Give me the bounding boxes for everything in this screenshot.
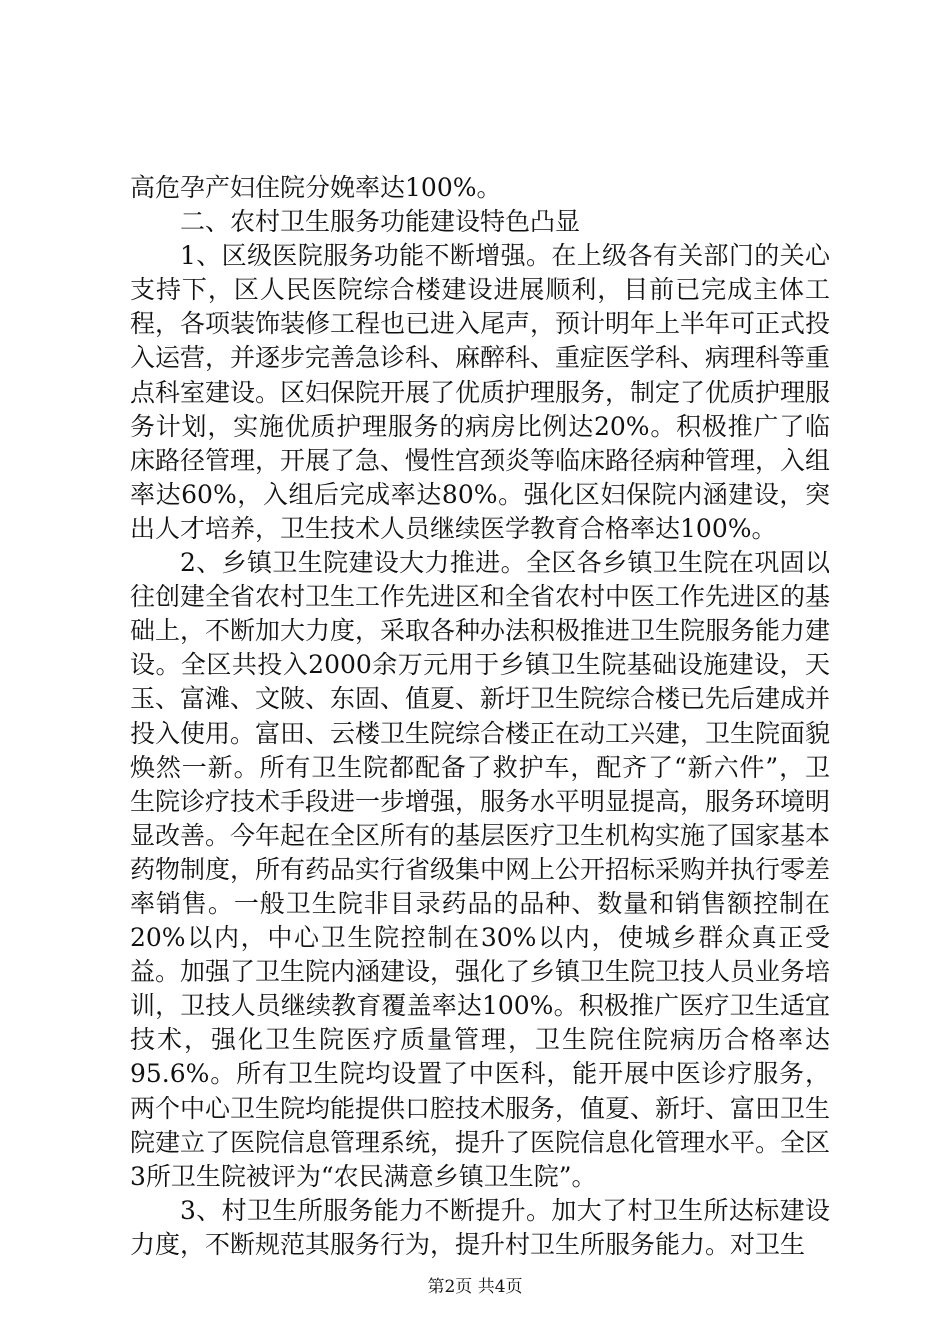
paragraph-3: 3、村卫生所服务能力不断提升。加大了村卫生所达标建设力度，不断规范其服务行为，提升村卫生所服务能力。对卫生 xyxy=(130,1195,830,1259)
paragraph-0: 高危孕产妇住院分娩率达100%。 xyxy=(130,173,502,202)
section-heading: 二、农村卫生服务功能建设特色凸显 xyxy=(180,207,581,237)
paragraph-1: 1、区级医院服务功能不断增强。在上级各有关部门的关心支持下，区人民医院综合楼建设进展顺利，目前已完成主体工程，各项装饰装修工程也已进入尾声，预计明年上半年可正式投入运营，并逐步完善急诊科、麻醉科、重症医学科、病理科等重点科室建设。区妇保院开展了优质护理服务，制定了优质护理服务计划，实施优质护理服务的病房比例达20%。积极推广了临床路径管理，开展了急、慢性宫颈炎等临床路径病种管理，入组率达60%，入组后完成率达80%。强化区妇保院内涵建设，突出人才培养，卫生技术人员继续医学教育合格率达100%。 xyxy=(130,241,831,543)
page-footer: 第2页 共4页 xyxy=(427,1277,523,1297)
document-body xyxy=(130,171,830,1262)
paragraph-2: 2、乡镇卫生院建设大力推进。全区各乡镇卫生院在巩固以往创建全省农村卫生工作先进区和全省农村中医工作先进区的基础上，不断加大力度，采取各种办法积极推进卫生院服务能力建设。全区共投入2000余万元用于乡镇卫生院基础设施建设，天玉、富滩、文陂、东固、值夏、新圩卫生院综合楼已先后建成并投入使用。富田、云楼卫生院综合楼正在动工兴建，卫生院面貌焕然一新。所有卫生院都配备了救护车，配齐了“新六件”，卫生院诊疗技术手段进一步增强，服务水平明显提高，服务环境明显改善。今年起在全区所有的基层医疗卫生机构实施了国家基本药物制度，所有药品实行省级集中网上公开招标采购并执行零差率销售。一般卫生院非目录药品的品种、数量和销售额控制在20%以内，中心卫生院控制在30%以内，使城乡群众真正受益。加强了卫生院内涵建设，强化了乡镇卫生院卫技人员业务培训，卫技人员继续教育覆盖率达100%。积极推广医疗卫生适宜技术，强化卫生院医疗质量管理，卫生院住院病历合格率达95.6%。所有卫生院均设置了中医科，能开展中医诊疗服务，两个中心卫生院均能提供口腔技术服务，值夏、新圩、富田卫生院建立了医院信息管理系统，提升了医院信息化管理水平。全区3所卫生院被评为“农民满意乡镇卫生院”。 xyxy=(130,548,831,1191)
